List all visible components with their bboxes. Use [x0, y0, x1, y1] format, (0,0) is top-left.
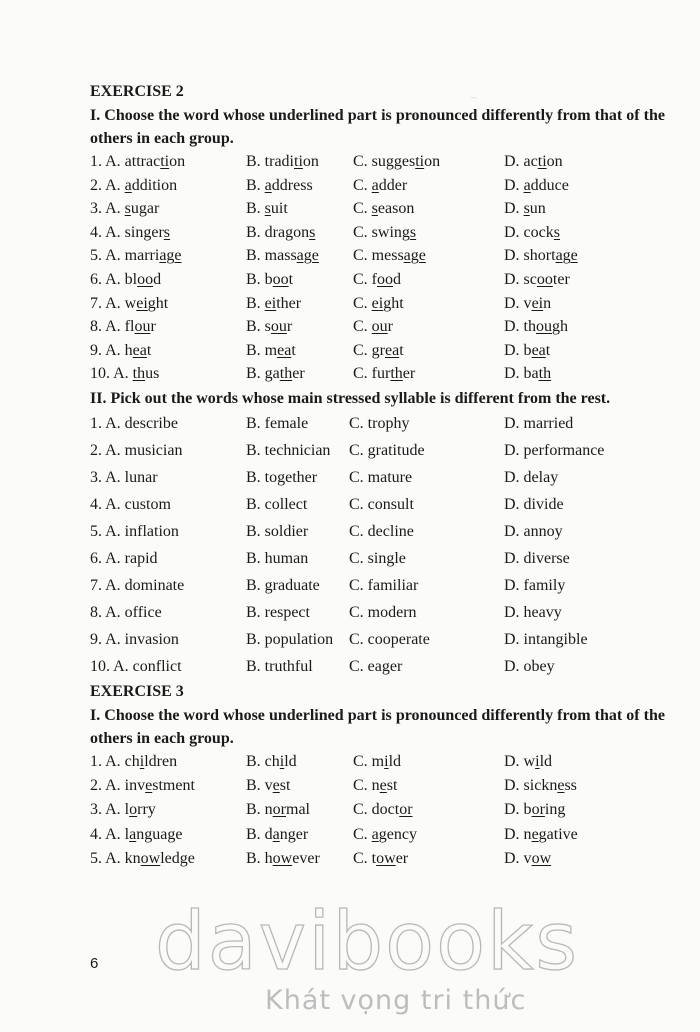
underlined-part: ea: [385, 341, 400, 359]
option-d: D. wild: [504, 752, 553, 770]
underlined-part: e: [531, 825, 539, 843]
option-d: D. adduce: [504, 176, 569, 194]
page-number: 6: [90, 955, 99, 972]
option-b: B. either: [246, 294, 302, 312]
underlined-part: e: [272, 777, 280, 795]
option-d: D. sun: [504, 200, 546, 218]
option-a: 9. A. invasion: [90, 630, 179, 648]
option-b: B. meat: [246, 341, 296, 359]
option-a: 5. A. inflation: [90, 522, 179, 540]
option-a: 5. A. knowledge: [90, 849, 195, 867]
davibooks-watermark-tagline: Khát vọng tri thức: [265, 985, 527, 1016]
ex2-part2-question-7: [90, 572, 665, 599]
option-b: B. sour: [246, 318, 293, 336]
option-d: D. married: [504, 414, 574, 432]
option-a: 3. A. lunar: [90, 468, 158, 486]
option-a: 1. A. children: [90, 752, 178, 770]
underlined-part: oo: [536, 270, 553, 288]
option-b: B. danger: [246, 825, 309, 843]
option-d: D. vein: [504, 294, 552, 312]
option-b: B. tradition: [246, 153, 319, 170]
option-c: C. modern: [349, 603, 417, 621]
option-a: 2. A. musician: [90, 441, 183, 459]
ex2-part1-question-10: [90, 362, 665, 386]
ex2-part1-question-7: [90, 292, 665, 316]
option-b: B. suit: [246, 200, 288, 218]
option-a: 8. A. flour: [90, 318, 156, 336]
exercise-2-part2-instruction: II. Pick out the words whose main stressed syllable is different from the rest.: [90, 389, 611, 407]
option-d: D. family: [504, 576, 566, 594]
option-b: B. technician: [246, 441, 331, 459]
ex2-part1-question-6: [90, 268, 665, 292]
option-b: B. female: [246, 414, 309, 432]
option-c: C. gratitude: [349, 441, 425, 459]
underlined-part: s: [124, 200, 131, 218]
option-a: 4. A. language: [90, 825, 183, 843]
option-c: C. food: [353, 270, 401, 288]
option-a: 3. A. lorry: [90, 801, 156, 819]
underlined-part: ti: [160, 153, 170, 170]
option-c: C. familiar: [349, 576, 419, 594]
option-d: D. bath: [504, 365, 552, 383]
underlined-part: ti: [537, 153, 547, 170]
option-a: 9. A. heat: [90, 341, 152, 359]
underlined-part: oo: [272, 270, 289, 288]
ex3-part1-question-4: [90, 823, 665, 847]
option-b: B. truthful: [246, 657, 313, 675]
option-c: C. adder: [353, 176, 408, 194]
option-a: 10. A. conflict: [90, 657, 182, 675]
option-a: 4. A. singers: [90, 223, 171, 241]
option-c: C. mild: [353, 752, 402, 770]
underlined-part: age: [296, 247, 319, 265]
underlined-part: ou: [270, 318, 287, 336]
option-c: C. message: [353, 247, 426, 265]
option-c: C. tower: [353, 849, 409, 867]
option-b: B. together: [246, 468, 318, 486]
underlined-part: a: [264, 176, 272, 194]
ex2-part2-question-2: [90, 437, 665, 464]
underlined-part: th: [279, 365, 293, 383]
ex2-part2-question-10: [90, 653, 665, 680]
option-d: D. obey: [504, 657, 555, 675]
option-a: 6. A. blood: [90, 270, 162, 288]
option-d: D. divide: [504, 495, 564, 513]
option-b: B. massage: [246, 247, 319, 265]
ex2-part1-question-4: [90, 221, 665, 245]
ex2-part1-question-2: [90, 174, 665, 198]
option-c: C. single: [349, 549, 406, 567]
underlined-part: i: [535, 752, 540, 770]
option-a: 10. A. thus: [90, 365, 160, 383]
option-a: 8. A. office: [90, 603, 162, 621]
option-c: C. decline: [349, 522, 414, 540]
option-c: C. mature: [349, 468, 413, 486]
option-d: D. though: [504, 318, 568, 336]
ex2-part2-question-3: [90, 464, 665, 491]
underlined-part: o: [129, 801, 138, 819]
underlined-part: ou: [134, 318, 151, 336]
option-c: C. great: [353, 341, 404, 359]
option-c: C. agency: [353, 825, 417, 843]
option-c: C. further: [353, 365, 416, 383]
underlined-part: s: [309, 223, 316, 241]
exercise-3-part1-list: [90, 750, 665, 871]
ex2-part2-question-8: [90, 599, 665, 626]
underlined-part: ea: [132, 341, 147, 359]
option-d: D. delay: [504, 468, 559, 486]
option-c: C. doctor: [353, 801, 413, 819]
option-d: D. negative: [504, 825, 578, 843]
underlined-part: ow: [376, 849, 396, 867]
ex2-part1-question-9: [90, 339, 665, 363]
option-a: 6. A. rapid: [90, 549, 158, 567]
option-d: D. scooter: [504, 270, 570, 288]
underlined-part: i: [384, 752, 389, 770]
option-d: D. action: [504, 153, 563, 170]
underlined-part: a: [523, 176, 531, 194]
option-b: B. normal: [246, 801, 310, 819]
underlined-part: a: [272, 825, 280, 843]
option-c: C. eight: [353, 294, 404, 312]
exercise-2-part1-list: [90, 150, 665, 386]
option-b: B. vest: [246, 777, 291, 795]
underlined-part: ei: [531, 294, 544, 312]
underlined-part: a: [129, 825, 137, 843]
underlined-part: th: [132, 365, 146, 383]
ex3-part1-question-3: [90, 798, 665, 822]
underlined-part: i: [279, 752, 285, 770]
underlined-part: or: [399, 801, 413, 819]
option-d: D. annoy: [504, 522, 563, 540]
option-a: 7. A. dominate: [90, 576, 185, 594]
underlined-part: age: [403, 247, 426, 265]
ex2-part1-question-1: [90, 150, 665, 174]
option-c: C. trophy: [349, 414, 410, 432]
option-b: B. population: [246, 630, 334, 648]
option-c: C. nest: [353, 777, 398, 795]
underlined-part: or: [531, 801, 545, 819]
option-d: D. diverse: [504, 549, 570, 567]
underlined-part: age: [555, 247, 578, 265]
option-c: C. cooperate: [349, 630, 430, 648]
ex3-part1-question-2: [90, 774, 665, 798]
option-a: 3. A. sugar: [90, 200, 160, 218]
underlined-part: ei: [371, 294, 384, 312]
option-b: B. dragons: [246, 223, 316, 241]
ex2-part1-question-8: [90, 315, 665, 339]
ex2-part2-question-9: [90, 626, 665, 653]
option-d: D. heavy: [504, 603, 562, 621]
exercise-2-title: EXERCISE 2: [90, 83, 184, 100]
underlined-part: age: [159, 247, 182, 265]
option-d: D. intangible: [504, 630, 588, 648]
underlined-part: th: [538, 365, 552, 383]
option-d: D. sickness: [504, 777, 577, 795]
ex2-part2-question-6: [90, 545, 665, 572]
underlined-part: s: [264, 200, 271, 218]
option-c: C. eager: [349, 657, 403, 675]
exercise-3-part1-instruction: I. Choose the word whose underlined part is pronounced differently from that of the others in each group.: [90, 706, 665, 747]
option-b: B. however: [246, 849, 320, 867]
option-b: B. gather: [246, 365, 305, 383]
underlined-part: ei: [136, 294, 148, 312]
option-a: 2. A. addition: [90, 176, 178, 194]
option-b: B. human: [246, 549, 309, 567]
option-a: 1. A. describe: [90, 414, 178, 432]
option-a: 2. A. investment: [90, 777, 195, 795]
underlined-part: i: [139, 752, 145, 770]
option-d: D. boring: [504, 801, 566, 819]
underlined-part: ti: [415, 153, 425, 170]
underlined-part: ou: [536, 318, 552, 336]
underlined-part: e: [379, 777, 387, 795]
exercise-2-part1-instruction: I. Choose the word whose underlined part is pronounced differently from that of the others in each group.: [90, 107, 665, 147]
underlined-part: a: [371, 176, 379, 194]
underlined-part: s: [371, 200, 378, 218]
option-c: C. swings: [353, 223, 417, 241]
exercise-3-title: EXERCISE 3: [90, 682, 184, 700]
option-b: B. soldier: [246, 522, 309, 540]
underlined-part: e: [557, 777, 565, 795]
option-d: D. performance: [504, 441, 605, 459]
option-b: B. collect: [246, 495, 308, 513]
underlined-part: ow: [140, 849, 161, 867]
option-b: B. address: [246, 176, 313, 194]
option-a: 1. A. attraction: [90, 153, 186, 170]
ex2-part2-question-1: [90, 410, 665, 437]
option-d: D. cocks: [504, 223, 560, 241]
underlined-part: th: [390, 365, 403, 383]
underlined-part: oo: [137, 270, 154, 288]
option-a: 5. A. marriage: [90, 247, 182, 265]
exercise-2-part2-list: [90, 410, 665, 680]
option-d: D. vow: [504, 849, 552, 867]
underlined-part: s: [163, 223, 171, 241]
underlined-part: ti: [294, 153, 303, 170]
option-a: 4. A. custom: [90, 495, 171, 513]
ex3-part1-question-5: [90, 847, 665, 871]
ex2-part2-question-4: [90, 491, 665, 518]
underlined-part: ow: [531, 849, 552, 867]
option-b: B. child: [246, 752, 297, 770]
underlined-part: e: [145, 777, 153, 795]
underlined-part: ea: [531, 341, 546, 359]
option-a: 7. A. weight: [90, 294, 169, 312]
underlined-part: oo: [377, 270, 393, 288]
bleed-through: ~: [470, 90, 478, 105]
underlined-part: s: [553, 223, 560, 241]
option-c: C. consult: [349, 495, 414, 513]
option-d: D. shortage: [504, 247, 578, 265]
worksheet-page: [90, 78, 665, 871]
option-b: B. boot: [246, 270, 294, 288]
option-b: B. respect: [246, 603, 310, 621]
underlined-part: s: [409, 223, 417, 241]
underlined-part: s: [523, 200, 530, 218]
underlined-part: or: [272, 801, 286, 819]
underlined-part: ow: [272, 849, 293, 867]
underlined-part: a: [124, 176, 132, 194]
davibooks-watermark-logo: davibooks: [155, 895, 580, 988]
ex3-part1-question-1: [90, 750, 665, 774]
underlined-part: ea: [277, 341, 292, 359]
underlined-part: a: [371, 825, 379, 843]
underlined-part: ei: [264, 294, 277, 312]
option-b: B. graduate: [246, 576, 320, 594]
ex2-part2-question-5: [90, 518, 665, 545]
option-c: C. suggestion: [353, 153, 441, 170]
option-d: D. beat: [504, 341, 551, 359]
option-c: C. our: [353, 318, 393, 336]
underlined-part: ou: [371, 318, 388, 336]
ex2-part1-question-5: [90, 244, 665, 268]
ex2-part1-question-3: [90, 197, 665, 221]
option-c: C. season: [353, 200, 415, 218]
